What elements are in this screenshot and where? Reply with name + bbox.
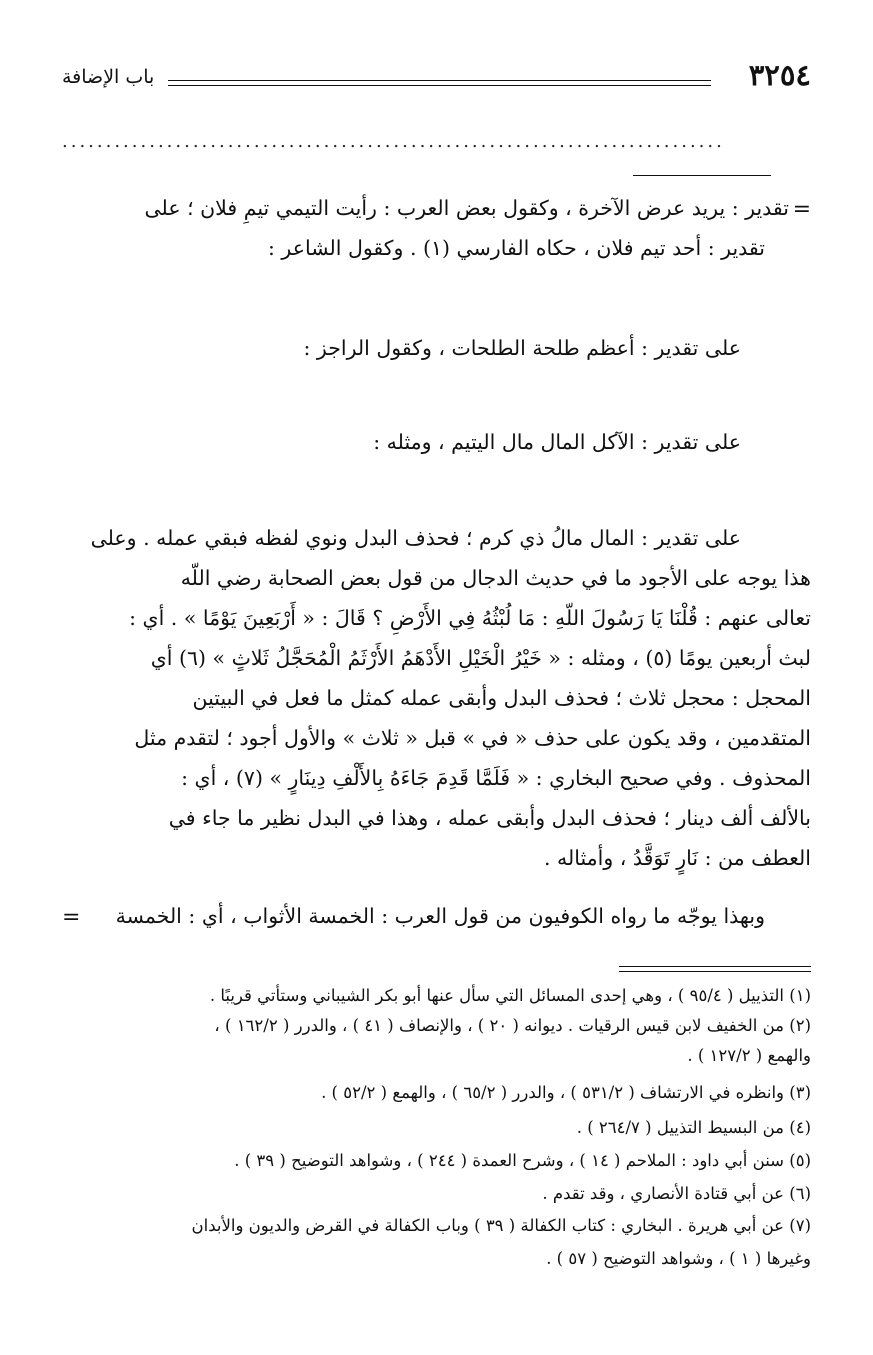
footnote-line: (٤) من البسيط التذييل ( ٢٦٤/٧ ) . xyxy=(576,1118,811,1137)
continuation-mark-start: = xyxy=(792,197,811,222)
header-double-rule xyxy=(168,80,711,86)
para1-line1: تقدير : يريد عرض الآخرة ، وكقول بعض العرب : رأيت التيمي تيمِ فلان ؛ على xyxy=(144,196,789,220)
footnote-line: (٦) عن أبي قتادة الأنصاري ، وقد تقدم . xyxy=(542,1184,811,1203)
para2-line: لبث أربعين يومًا (٥) ، ومثله : « خَيْرُ الْخَيْلِ الأَدْهَمُ الأَرْثَمُ الْمُحَجَّلُ ثَلاثٍ » (٦) أي xyxy=(150,646,811,670)
footnote-line: (٥) سنن أبي داود : الملاحم ( ١٤ ) ، وشرح العمدة ( ٢٤٤ ) ، وشواهد التوضيح ( ٣٩ ) . xyxy=(234,1151,811,1170)
verse-3057-follow: على تقدير : الآكل المال مال اليتيم ، ومثله : xyxy=(373,430,741,454)
page-number: ٣٢٥٤ xyxy=(748,58,811,92)
footnote-line: (١) التذييل ( ٩٥/٤ ) ، وهي إحدى المسائل التي سأل عنها أبو بكر الشيباني وستأتي قريبًا . xyxy=(209,986,811,1005)
footnote-line: وغيرها ( ١ ) ، وشواهد التوضيح ( ٥٧ ) . xyxy=(546,1249,811,1268)
para3-line: وبهذا يوجّه ما رواه الكوفيون من قول العرب : الخمسة الأثواب ، أي : الخمسة xyxy=(115,904,765,928)
para1-line2: تقدير : أحد تيم فلان ، حكاه الفارسي (١) . وكقول الشاعر : xyxy=(267,236,765,260)
short-rule xyxy=(633,175,771,176)
footnote-line: (٢) من الخفيف لابن قيس الرقيات . ديوانه ( ٢٠ ) ، والإنصاف ( ٤١ ) ، والدرر ( ١٦٢/٢ ) ، xyxy=(214,1016,811,1035)
dotted-separator: ............................................................................ xyxy=(62,132,725,152)
verse-3056-follow: على تقدير : أعظم طلحة الطلحات ، وكقول الراجز : xyxy=(303,336,741,360)
para2-line: المحجل : محجل ثلاث ؛ فحذف البدل وأبقى عمله كمثل ما فعل في البيتين xyxy=(192,686,811,710)
para2-line: بالألف ألف دينار ؛ فحذف البدل وأبقى عمله ، وهذا في البدل نظير ما جاء في xyxy=(168,806,811,830)
footnote-line: (٧) عن أبي هريرة . البخاري : كتاب الكفالة ( ٣٩ ) وباب الكفالة في القرض والديون والأبدان xyxy=(191,1216,811,1235)
para2-line: تعالى عنهم : قُلْنَا يَا رَسُولَ اللّهِ : مَا لُبْثُهُ فِي الأَرْضِ ؟ قَالَ : « أَرْبَعِينَ يَوْمًا » . أي : xyxy=(129,606,811,630)
footnote-line: (٣) وانظره في الارتشاف ( ٥٣١/٢ ) ، والدرر ( ٦٥/٢ ) ، والهمع ( ٥٢/٢ ) . xyxy=(321,1083,811,1102)
footnote-rule xyxy=(619,966,811,972)
para2-line: العطف من : نَارٍ تَوَقَّدُ ، وأمثاله . xyxy=(543,846,811,870)
footnote-line: والهمع ( ١٢٧/٢ ) . xyxy=(687,1046,811,1065)
chapter-title: باب الإضافة xyxy=(62,66,155,88)
para2-line: على تقدير : المال مالُ ذي كرم ؛ فحذف البدل ونوي لفظه فبقي عمله . وعلى xyxy=(90,526,741,550)
para2-line: هذا يوجه على الأجود ما في حديث الدجال من قول بعض الصحابة رضي اللّه xyxy=(180,566,811,590)
continuation-mark-end: = xyxy=(62,905,81,930)
para2-line: المتقدمين ، وقد يكون على حذف « في » قبل « ثلاث » والأول أجود ؛ لتقدم مثل xyxy=(134,726,811,750)
para2-line: المحذوف . وفي صحيح البخاري : « فَلَمَّا قَدِمَ جَاءَهُ بِالأَلْفِ دِينَارٍ » (٧) ، أي : xyxy=(181,766,811,790)
